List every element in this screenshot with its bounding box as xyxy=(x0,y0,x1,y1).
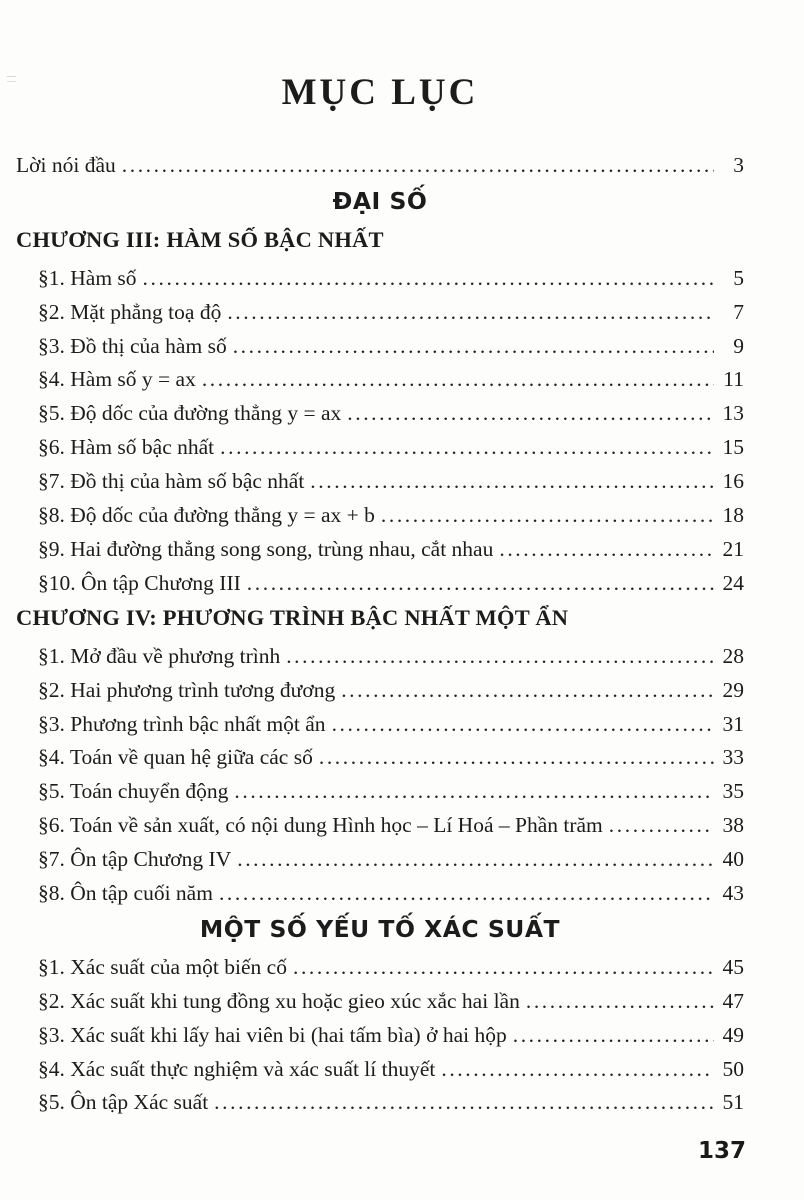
toc-entry-label: Lời nói đầu xyxy=(16,153,116,177)
toc-entry xyxy=(16,330,744,364)
toc-entry-page: 43 xyxy=(722,881,744,906)
toc-entry-label: §4. Hàm số y = ax xyxy=(38,367,196,392)
chapter-heading-chuong-4: CHƯƠNG IV: PHƯƠNG TRÌNH BẬC NHẤT MỘT ẨN xyxy=(16,604,569,630)
toc-entry-page: 47 xyxy=(722,988,744,1013)
dot-leader xyxy=(293,951,714,985)
toc-entry-label: §8. Ôn tập cuối năm xyxy=(38,881,213,906)
toc-entry xyxy=(16,951,744,985)
toc-entry-page: 11 xyxy=(723,367,744,392)
toc-entry-page: 33 xyxy=(722,745,744,770)
toc-entry-page: 51 xyxy=(722,1090,744,1115)
toc-entry-page: 28 xyxy=(722,643,744,668)
dot-leader xyxy=(234,775,714,809)
dot-leader xyxy=(319,741,714,775)
dot-leader xyxy=(122,149,714,183)
toc-entry xyxy=(16,877,744,911)
part-heading-dai-so: ĐẠI SỐ xyxy=(332,186,428,215)
toc-entry-label: §1. Mở đầu về phương trình xyxy=(38,643,281,668)
toc-entry-page: 13 xyxy=(722,401,744,426)
toc-entry xyxy=(16,775,744,809)
toc-entry-label: §4. Xác suất thực nghiệm và xác suất lí thuyết xyxy=(38,1056,436,1081)
toc-entry xyxy=(16,431,744,465)
toc-entry-label: §3. Xác suất khi lấy hai viên bi (hai tấm bìa) ở hai hộp xyxy=(38,1022,507,1047)
toc-entry xyxy=(16,499,744,533)
scan-artifact xyxy=(7,76,16,82)
toc-entry-page: 3 xyxy=(733,153,744,177)
toc-entry xyxy=(16,567,744,601)
toc-entry xyxy=(16,1053,744,1087)
toc-entry-label: §5. Độ dốc của đường thẳng y = ax xyxy=(38,401,342,426)
toc-entry xyxy=(16,533,744,567)
toc-entry xyxy=(16,640,744,674)
toc-entry-label: §2. Xác suất khi tung đồng xu hoặc gieo xúc xắc hai lần xyxy=(38,988,520,1013)
dot-leader xyxy=(381,499,714,533)
toc-entry-label: §2. Mặt phẳng toạ độ xyxy=(38,299,222,324)
dot-leader xyxy=(347,397,714,431)
toc-entry-label: §5. Ôn tập Xác suất xyxy=(38,1090,209,1115)
toc-entry xyxy=(16,149,744,183)
toc-entry-page: 7 xyxy=(733,299,744,324)
toc-entry-page: 16 xyxy=(722,469,744,494)
toc-entry-page: 9 xyxy=(733,333,744,358)
dot-leader xyxy=(513,1019,714,1053)
dot-leader xyxy=(220,431,714,465)
toc-entry-label: §3. Đồ thị của hàm số xyxy=(38,333,227,358)
toc-entry xyxy=(16,843,744,877)
toc-entry-page: 21 xyxy=(722,536,744,561)
toc-entry-page: 24 xyxy=(722,570,744,595)
part-heading-xac-suat: MỘT SỐ YẾU TỐ XÁC SUẤT xyxy=(199,914,561,943)
toc-entry-page: 50 xyxy=(722,1056,744,1081)
dot-leader xyxy=(227,296,714,330)
dot-leader xyxy=(219,877,714,911)
toc-entry-page: 5 xyxy=(733,265,744,290)
toc-entry-page: 18 xyxy=(722,503,744,528)
toc-entry-label: §7. Đồ thị của hàm số bậc nhất xyxy=(38,469,305,494)
dot-leader xyxy=(214,1086,714,1120)
folio-page-number: 137 xyxy=(697,1138,746,1164)
toc-entry-label: §10. Ôn tập Chương III xyxy=(38,570,241,595)
toc-entry xyxy=(16,363,744,397)
toc-entry-page: 45 xyxy=(722,954,744,979)
dot-leader xyxy=(499,533,714,567)
toc-entry-page: 38 xyxy=(722,813,744,838)
dot-leader xyxy=(310,465,714,499)
toc-entry xyxy=(16,397,744,431)
toc-entry-page: 35 xyxy=(722,779,744,804)
dot-leader xyxy=(202,363,714,397)
toc-entry xyxy=(16,1086,744,1120)
toc-entry xyxy=(16,296,744,330)
toc-entry-label: §1. Hàm số xyxy=(38,265,137,290)
toc-entry-label: §5. Toán chuyển động xyxy=(38,779,229,804)
toc-entry-label: §6. Hàm số bậc nhất xyxy=(38,435,215,460)
toc-entry-page: 49 xyxy=(722,1022,744,1047)
dot-leader xyxy=(341,674,714,708)
toc-entry xyxy=(16,1019,744,1053)
dot-leader xyxy=(526,985,714,1019)
dot-leader xyxy=(233,330,714,364)
toc-entry-label: §2. Hai phương trình tương đương xyxy=(38,677,336,702)
toc-entry xyxy=(16,674,744,708)
toc-entry-label: §8. Độ dốc của đường thẳng y = ax + b xyxy=(38,503,375,528)
chapter-heading-chuong-3: CHƯƠNG III: HÀM SỐ BẬC NHẤT xyxy=(16,226,384,252)
dot-leader xyxy=(609,809,714,843)
dot-leader xyxy=(247,567,714,601)
dot-leader xyxy=(441,1053,714,1087)
toc-entry-label: §4. Toán về quan hệ giữa các số xyxy=(38,745,313,770)
toc-entry xyxy=(16,465,744,499)
toc-entry-page: 40 xyxy=(722,847,744,872)
toc-entry xyxy=(16,708,744,742)
toc-entry xyxy=(16,741,744,775)
toc-entry xyxy=(16,262,744,296)
dot-leader xyxy=(143,262,714,296)
toc-entry-label: §1. Xác suất của một biến cố xyxy=(38,954,287,979)
toc-entry-page: 15 xyxy=(722,435,744,460)
dot-leader xyxy=(237,843,714,877)
toc-entry-page: 29 xyxy=(722,677,744,702)
page-title: MỤC LỤC xyxy=(281,72,479,113)
toc-entry xyxy=(16,809,744,843)
toc-entry-page: 31 xyxy=(722,711,744,736)
toc-entry xyxy=(16,985,744,1019)
toc-entry-label: §6. Toán về sản xuất, có nội dung Hình học – Lí Hoá – Phần trăm xyxy=(38,813,603,838)
toc-entry-label: §3. Phương trình bậc nhất một ẩn xyxy=(38,711,326,736)
toc-entry-label: §9. Hai đường thẳng song song, trùng nhau, cắt nhau xyxy=(38,536,494,561)
dot-leader xyxy=(332,708,714,742)
dot-leader xyxy=(286,640,714,674)
toc-entry-label: §7. Ôn tập Chương IV xyxy=(38,847,232,872)
